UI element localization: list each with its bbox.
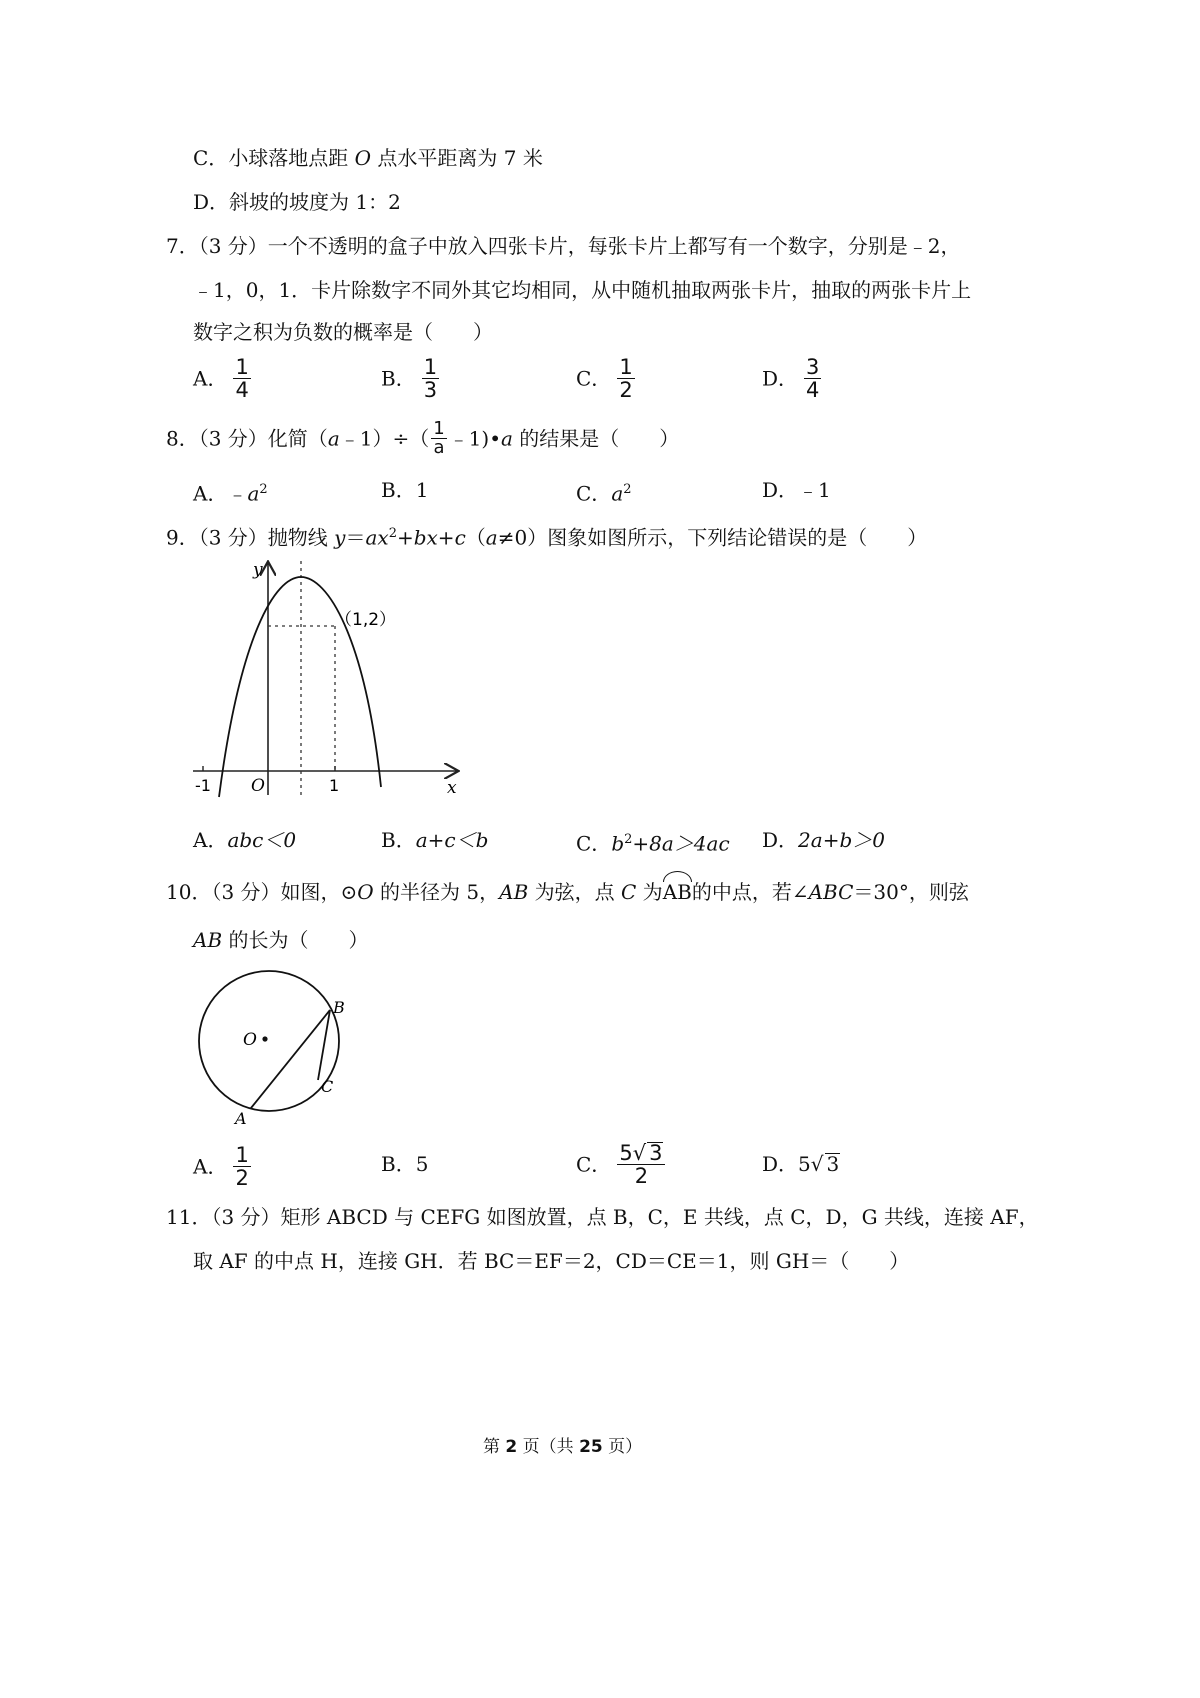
q7-option-a[interactable]: A． $\frac{1}{4}$	[193, 355, 249, 402]
q8-stem: 8．（3 分）化简（a﹣1）÷（ $\frac{1}{a}$ ﹣1)•a 的结果是（ ）	[166, 418, 680, 458]
current-page: 2	[505, 1437, 518, 1457]
total-pages: 25	[579, 1437, 603, 1457]
label-b: B	[333, 998, 345, 1017]
q7-line3: 数字之积为负数的概率是（ ）	[193, 320, 493, 344]
label-a: A	[235, 1109, 247, 1128]
q10-circle-figure	[185, 968, 355, 1130]
one-label: 1	[329, 776, 340, 795]
origin-label: O	[251, 776, 265, 796]
q8-option-c[interactable]: C．$a^2$	[576, 481, 632, 506]
q9-option-b[interactable]: B．a+c＜b	[381, 828, 489, 852]
x-axis-label: x	[447, 778, 457, 798]
q7-line2: ﹣1，0，1．卡片除数字不同外其它均相同，从中随机抽取两张卡片，抽取的两张卡片上	[193, 278, 972, 302]
q7-option-b[interactable]: B． $\frac{1}{3}$	[381, 355, 438, 402]
chord-ab	[251, 1010, 330, 1108]
q8-option-a[interactable]: A．$﹣a^2$	[193, 481, 268, 506]
center-point	[262, 1036, 267, 1041]
point-label: （1,2）	[335, 610, 397, 630]
chord-bc	[318, 1010, 330, 1080]
q8-option-b[interactable]: B．1	[381, 478, 429, 502]
q6-option-d: D．斜坡的坡度为 1：2	[193, 190, 401, 214]
q10-option-c[interactable]: C． $\frac{5√ 3}{2}$	[576, 1142, 665, 1187]
q7-option-d[interactable]: D． $\frac{3}{4}$	[762, 355, 820, 402]
q9-option-c[interactable]: C．$b^2+8a>4ac$	[576, 831, 730, 856]
arc-ab: AB	[662, 880, 692, 904]
circle-o	[199, 971, 339, 1111]
y-axis-label: y	[253, 560, 263, 580]
q11-line2: 取 AF 的中点 H，连接 GH．若 BC＝EF＝2，CD＝CE＝1，则 GH＝（ ）	[193, 1249, 910, 1273]
q9-option-a[interactable]: A．abc＜0	[193, 828, 297, 852]
q10-stem-line1: 10．（3 分）如图，⊙O 的半径为 5，AB 为弦，点 C 为AB的中点，若∠ABC＝30°，则弦	[166, 880, 969, 904]
q10-option-d[interactable]: D．5√ 3	[762, 1152, 840, 1176]
q10-stem-line2: AB 的长为（ ）	[193, 928, 369, 952]
q11-line1: 11．（3 分）矩形 ABCD 与 CEFG 如图放置，点 B，C，E 共线，点 C，D，G 共线，连接 AF，	[166, 1205, 1039, 1229]
q8-option-d[interactable]: D．﹣1	[762, 478, 831, 502]
q9-stem: 9．（3 分）抛物线 $y=ax^2+bx+c(a\ne 0)$图象如图所示，下列结论错误的是（ ）	[166, 525, 928, 550]
q10-option-a[interactable]: A． $\frac{1}{2}$	[193, 1143, 249, 1190]
circle-symbol: ⊙	[340, 880, 358, 904]
q9-option-d[interactable]: D．2a+b＞0	[762, 828, 885, 852]
q9-parabola-graph	[185, 555, 475, 800]
q6-option-c: C．小球落地点距 O 点水平距离为 7 米	[193, 146, 543, 170]
q7-line1: 7．（3 分）一个不透明的盒子中放入四张卡片，每张卡片上都写有一个数字，分别是﹣2，	[166, 234, 961, 258]
page-footer: 第 2 页（共 25 页）	[483, 1437, 643, 1457]
neg1-label: -1	[195, 776, 211, 795]
label-o: O	[243, 1030, 257, 1050]
label-c: C	[321, 1077, 334, 1096]
q7-option-c[interactable]: C． $\frac{1}{2}$	[576, 355, 633, 402]
q10-option-b[interactable]: B．5	[381, 1152, 429, 1176]
